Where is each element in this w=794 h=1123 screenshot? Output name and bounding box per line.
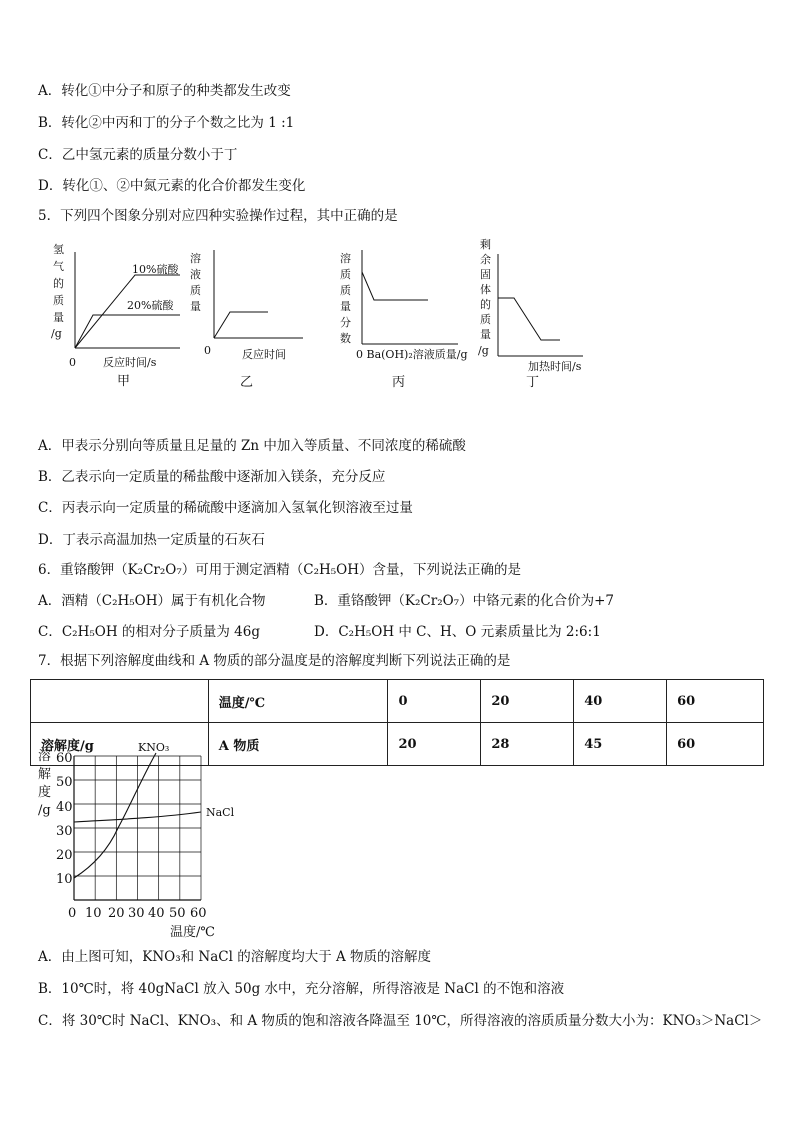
table-cell: 20 xyxy=(481,680,574,723)
bing-ylabel-4: 分 xyxy=(340,316,351,329)
table-cell: 60 xyxy=(667,723,764,766)
sol-xtick-30: 30 xyxy=(128,906,145,921)
q5-stem: 5．下列四个图象分别对应四种实验操作过程，其中正确的是 xyxy=(38,208,398,224)
jia-ylabel-0: 氢 xyxy=(53,243,64,256)
yi-ylabel-2: 质 xyxy=(190,284,201,297)
jia-series-b-label: 20%硫酸 xyxy=(127,299,174,312)
jia-ylabel-5: /g xyxy=(51,327,62,340)
q7-option-c: C．将 30℃时 NaCl、KNO₃、和 A 物质的饱和溶液各降温至 10℃，所得溶液的溶质质量分数大小为：KNO₃＞NaCl＞ xyxy=(38,1013,763,1029)
bing-ylabel-0: 溶 xyxy=(340,252,351,265)
table-cell: 28 xyxy=(481,723,574,766)
ding-ylabel-7: /g xyxy=(478,344,489,357)
sol-ytick-10: 10 xyxy=(56,872,73,887)
q7-option-a: A．由上图可知，KNO₃和 NaCl 的溶解度均大于 A 物质的溶解度 xyxy=(38,949,432,965)
jia-origin: 0 xyxy=(69,356,76,369)
table-cell xyxy=(31,680,209,723)
q5-option-a: A．甲表示分别向等质量且足量的 Zn 中加入等质量、不同浓度的稀硫酸 xyxy=(38,438,466,454)
ding-ylabel-0: 剩 xyxy=(480,238,491,251)
bing-line xyxy=(362,272,428,300)
ding-ylabel-4: 的 xyxy=(480,298,491,311)
yi-ylabel-1: 液 xyxy=(190,268,201,281)
q4-option-b: B．转化②中丙和丁的分子个数之比为 1 :1 xyxy=(38,115,295,131)
ding-caption: 丁 xyxy=(526,375,540,390)
jia-ylabel-1: 气 xyxy=(53,260,64,273)
q6-option-d: D．C₂H₅OH 中 C、H、O 元素质量比为 2:6:1 xyxy=(314,624,601,640)
sol-curve-kno3 xyxy=(74,753,156,878)
yi-xlabel: 反应时间 xyxy=(242,348,286,361)
sol-ylabel-2: 度 xyxy=(38,785,52,800)
ding-line xyxy=(498,298,560,340)
q6-option-c: C．C₂H₅OH 的相对分子质量为 46g xyxy=(38,624,260,640)
sol-xlabel: 温度/℃ xyxy=(170,925,215,940)
graph-jia-ylabel xyxy=(51,242,64,340)
table-cell: 0 xyxy=(388,680,481,723)
ding-ylabel-2: 固 xyxy=(480,268,491,281)
sol-xtick-10: 10 xyxy=(85,906,102,921)
bing-ylabel-1: 质 xyxy=(340,268,351,281)
yi-ylabel-0: 溶 xyxy=(190,252,201,265)
sol-ylabel-3: /g xyxy=(38,803,51,818)
ding-ylabel-3: 体 xyxy=(480,283,491,296)
bing-ylabel-5: 数 xyxy=(340,332,351,345)
sol-ytick-30: 30 xyxy=(56,824,73,839)
table-cell: A 物质 xyxy=(208,723,388,766)
sol-grid xyxy=(74,756,201,900)
ding-ylabel-6: 量 xyxy=(480,328,491,341)
q7-stem: 7．根据下列溶解度曲线和 A 物质的部分温度是的溶解度判断下列说法正确的是 xyxy=(38,653,511,669)
table-cell: 45 xyxy=(574,723,667,766)
graph-yi xyxy=(188,250,318,394)
jia-ylabel-3: 质 xyxy=(53,294,64,307)
yi-caption: 乙 xyxy=(240,375,254,390)
sol-ytick-20: 20 xyxy=(56,848,73,863)
q4-option-a: A．转化①中分子和原子的种类都发生改变 xyxy=(38,83,291,99)
yi-line xyxy=(214,312,268,338)
table-cell: 溶解度/g xyxy=(31,723,209,766)
solubility-chart xyxy=(38,738,248,947)
sol-ylabel-1: 解 xyxy=(38,767,52,782)
q4-option-d: D．转化①、②中氮元素的化合价都发生变化 xyxy=(38,178,306,194)
table-cell: 40 xyxy=(574,680,667,723)
jia-ylabel-4: 量 xyxy=(53,311,64,324)
jia-series-a-label: 10%硫酸 xyxy=(132,263,179,276)
ding-xlabel: 加热时间/s xyxy=(528,360,582,373)
q5-option-b: B．乙表示向一定质量的稀盐酸中逐渐加入镁条，充分反应 xyxy=(38,469,386,485)
table-cell: 温度/℃ xyxy=(208,680,388,723)
q7-option-b: B．10℃时，将 40gNaCl 放入 50g 水中，充分溶解，所得溶液是 NaCl 的不饱和溶液 xyxy=(38,981,565,997)
q5-option-c: C．丙表示向一定质量的稀硫酸中逐滴加入氢氧化钡溶液至过量 xyxy=(38,500,413,516)
ding-ylabel-5: 质 xyxy=(480,313,491,326)
q6-option-b: B．重铬酸钾（K₂Cr₂O₇）中铬元素的化合价为+7 xyxy=(314,593,614,609)
table-cell: 20 xyxy=(388,723,481,766)
q6-option-a: A．酒精（C₂H₅OH）属于有机化合物 xyxy=(38,593,266,609)
graph-ding xyxy=(478,236,598,390)
sol-xtick-60: 60 xyxy=(190,906,207,921)
sol-ylabel-0: 溶 xyxy=(38,749,52,764)
ding-ylabel-1: 余 xyxy=(480,253,491,266)
sol-xtick-0: 0 xyxy=(68,906,77,921)
jia-xlabel: 反应时间/s xyxy=(103,356,157,369)
jia-ylabel-2: 的 xyxy=(53,277,64,290)
jia-line-20pct xyxy=(75,315,180,348)
sol-series-kno3: KNO₃ xyxy=(138,741,170,754)
sol-xtick-50: 50 xyxy=(169,906,186,921)
sol-series-nacl: NaCl xyxy=(206,806,235,819)
sol-ytick-50: 50 xyxy=(56,775,73,790)
graph-jia xyxy=(45,240,185,394)
jia-caption: 甲 xyxy=(117,374,131,389)
yi-origin: 0 xyxy=(204,344,211,357)
q5-option-d: D．丁表示高温加热一定质量的石灰石 xyxy=(38,532,265,548)
yi-ylabel-3: 量 xyxy=(190,300,201,313)
q6-stem: 6．重铬酸钾（K₂Cr₂O₇）可用于测定酒精（C₂H₅OH）含量，下列说法正确的是 xyxy=(38,562,522,578)
bing-ylabel-3: 量 xyxy=(340,300,351,313)
sol-ylabel xyxy=(38,748,51,818)
bing-xlabel: 0 Ba(OH)₂溶液质量/g xyxy=(356,348,468,361)
sol-ytick-40: 40 xyxy=(56,800,73,815)
bing-ylabel-2: 质 xyxy=(340,284,351,297)
table-row xyxy=(31,680,764,723)
sol-xtick-40: 40 xyxy=(148,906,165,921)
sol-ytick-60: 60 xyxy=(56,751,73,766)
table-cell: 60 xyxy=(667,680,764,723)
bing-caption: 丙 xyxy=(392,375,406,390)
sol-xtick-20: 20 xyxy=(108,906,125,921)
graph-bing xyxy=(338,250,478,394)
q4-option-c: C．乙中氢元素的质量分数小于丁 xyxy=(38,147,238,163)
